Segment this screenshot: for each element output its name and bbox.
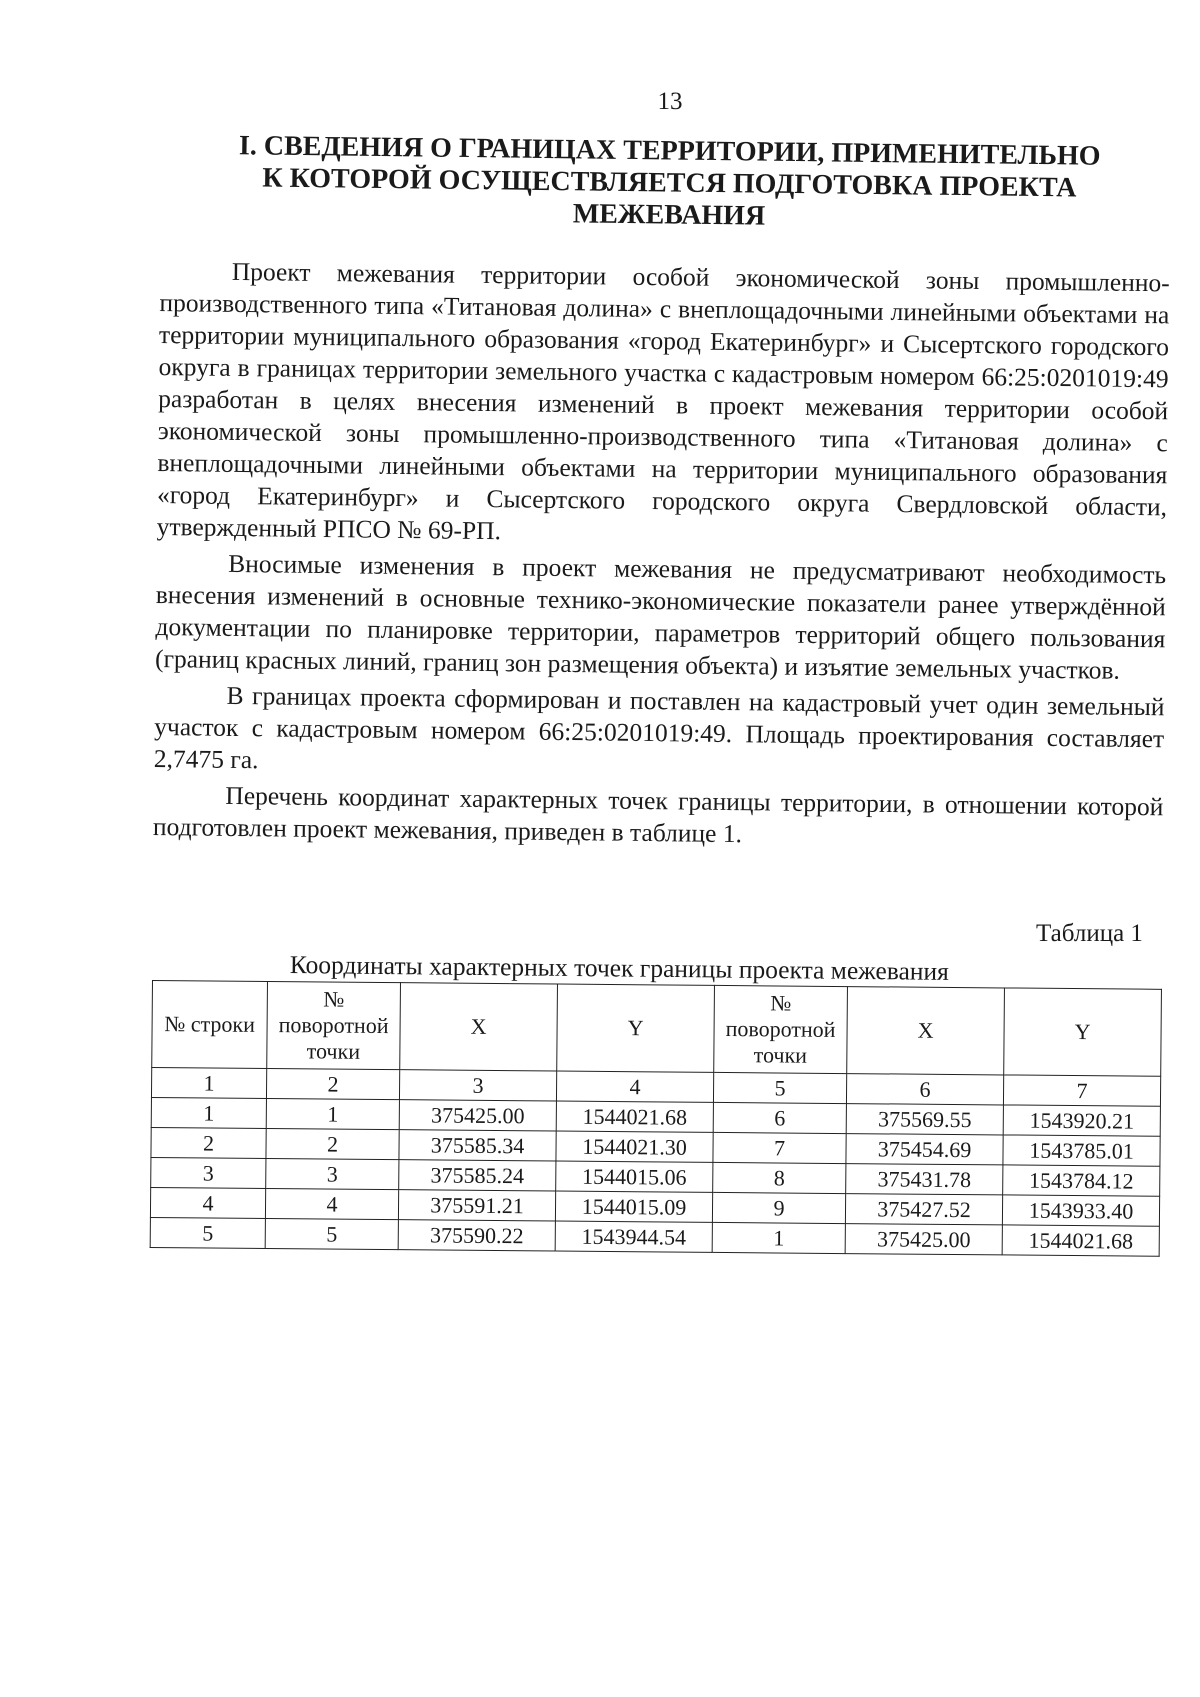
table-cell: 8 bbox=[713, 1162, 846, 1193]
section-heading bbox=[219, 130, 1120, 237]
table-cell: 1 bbox=[712, 1222, 845, 1253]
table-cell: 7 bbox=[713, 1132, 846, 1163]
table-header-row bbox=[152, 981, 1162, 1077]
heading-line-2: К КОТОРОЙ ОСУЩЕСТВЛЯЕТСЯ ПОДГОТОВКА ПРОЕКТА bbox=[262, 162, 1077, 204]
table-cell: 1543944.54 bbox=[555, 1221, 712, 1252]
paragraph-land-plot: В границах проекта сформирован и поставлен на кадастровый учет один земельный участок с кадастровым номером 66:25:0201019:49. Площадь проектирования составляет 2,7475 га. bbox=[153, 680, 1165, 775]
table-cell: 375425.00 bbox=[845, 1224, 1002, 1255]
column-number: 5 bbox=[713, 1072, 846, 1103]
table-cell: 4 bbox=[150, 1187, 265, 1218]
header-y: Y bbox=[557, 984, 715, 1072]
paragraph-coordinates-list: Перечень координат характерных точек границы территории, в отношении которой подготовлен проект межевания, приведен в таблице 1. bbox=[152, 780, 1164, 849]
table-cell: 375427.52 bbox=[845, 1194, 1002, 1225]
table-cell: 1544021.30 bbox=[556, 1131, 713, 1162]
table-cell: 5 bbox=[265, 1218, 398, 1249]
heading-line-1: I. СВЕДЕНИЯ О ГРАНИЦАХ ТЕРРИТОРИИ, ПРИМЕНИТЕЛЬНО bbox=[238, 130, 1101, 172]
table-cell: 375590.22 bbox=[398, 1220, 555, 1251]
table-cell: 1544021.68 bbox=[1002, 1225, 1159, 1256]
paragraph-changes: Вносимые изменения в проект межевания не предусматривают необходимость внесения изменений в основные технико-экономические показатели ранее утверждённой документации по планировке территории, параметров территорий общего пользования (границ красных линий, границ зон размещения объекта) и изъятие земельных участков. bbox=[154, 548, 1167, 685]
coordinates-table bbox=[150, 980, 1162, 1257]
header-x: X bbox=[400, 983, 558, 1071]
header-point-number-2: № поворотной точки bbox=[714, 985, 848, 1073]
table-cell: 375585.24 bbox=[399, 1160, 556, 1191]
table-cell: 1543933.40 bbox=[1002, 1195, 1159, 1226]
table-cell: 375425.00 bbox=[399, 1100, 556, 1131]
table-cell: 375569.55 bbox=[846, 1104, 1003, 1135]
column-number: 4 bbox=[556, 1071, 713, 1102]
table-cell: 5 bbox=[150, 1217, 265, 1248]
table-cell: 1 bbox=[151, 1097, 266, 1128]
table-label: Таблица 1 bbox=[1036, 920, 1143, 947]
table-cell: 1544015.06 bbox=[556, 1161, 713, 1192]
column-number: 3 bbox=[399, 1070, 556, 1101]
table-cell: 1 bbox=[266, 1099, 399, 1130]
table-cell: 1543920.21 bbox=[1003, 1105, 1160, 1136]
column-number: 6 bbox=[846, 1074, 1003, 1105]
column-number: 2 bbox=[266, 1069, 399, 1100]
heading-line-3: МЕЖЕВАНИЯ bbox=[572, 198, 766, 232]
paragraph-project-description: Проект межевания территории особой экономической зоны промышленно-производственного типа «Титановая долина» с внеплощадочными линейными объектами на территории муниципального образования «город Екатеринбург» и Сысертского городского округа в границах территории земельного участка с кадастровым номером 66:25:0201019:49 разработан в целях внесения изменений в проект межевания территории особой экономической зоны промышленно-производственного типа «Титановая долина» с внеплощадочными линейными объектами на территории муниципального образования «город Екатеринбург» и Сысертского городского округа Свердловской области, утвержденный РПСО № 69-РП. bbox=[156, 256, 1170, 546]
table-cell: 2 bbox=[266, 1129, 399, 1160]
body-text bbox=[153, 255, 1170, 859]
table-cell: 3 bbox=[151, 1157, 266, 1188]
column-number: 1 bbox=[151, 1068, 266, 1099]
column-number: 7 bbox=[1003, 1075, 1160, 1106]
table-cell: 9 bbox=[712, 1192, 845, 1223]
table-cell: 375454.69 bbox=[846, 1134, 1003, 1165]
table-cell: 6 bbox=[713, 1102, 846, 1133]
table-cell: 3 bbox=[266, 1159, 399, 1190]
table-cell: 4 bbox=[265, 1189, 398, 1220]
page-number: 13 bbox=[657, 88, 683, 115]
table-cell: 1543785.01 bbox=[1003, 1135, 1160, 1166]
table-cell: 375585.34 bbox=[399, 1130, 556, 1161]
header-x-2: X bbox=[847, 987, 1005, 1075]
table-cell: 2 bbox=[151, 1127, 266, 1158]
table-cell: 1543784.12 bbox=[1003, 1165, 1160, 1196]
header-y-2: Y bbox=[1004, 988, 1162, 1076]
table-cell: 1544015.09 bbox=[555, 1191, 712, 1222]
table-title: Координаты характерных точек границы проекта межевания bbox=[289, 950, 950, 986]
table-cell: 375591.21 bbox=[398, 1190, 555, 1221]
header-point-number: № поворотной точки bbox=[267, 982, 401, 1070]
table-cell: 1544021.68 bbox=[556, 1101, 713, 1132]
table-cell: 375431.78 bbox=[846, 1164, 1003, 1195]
header-row-number: № строки bbox=[152, 981, 268, 1069]
